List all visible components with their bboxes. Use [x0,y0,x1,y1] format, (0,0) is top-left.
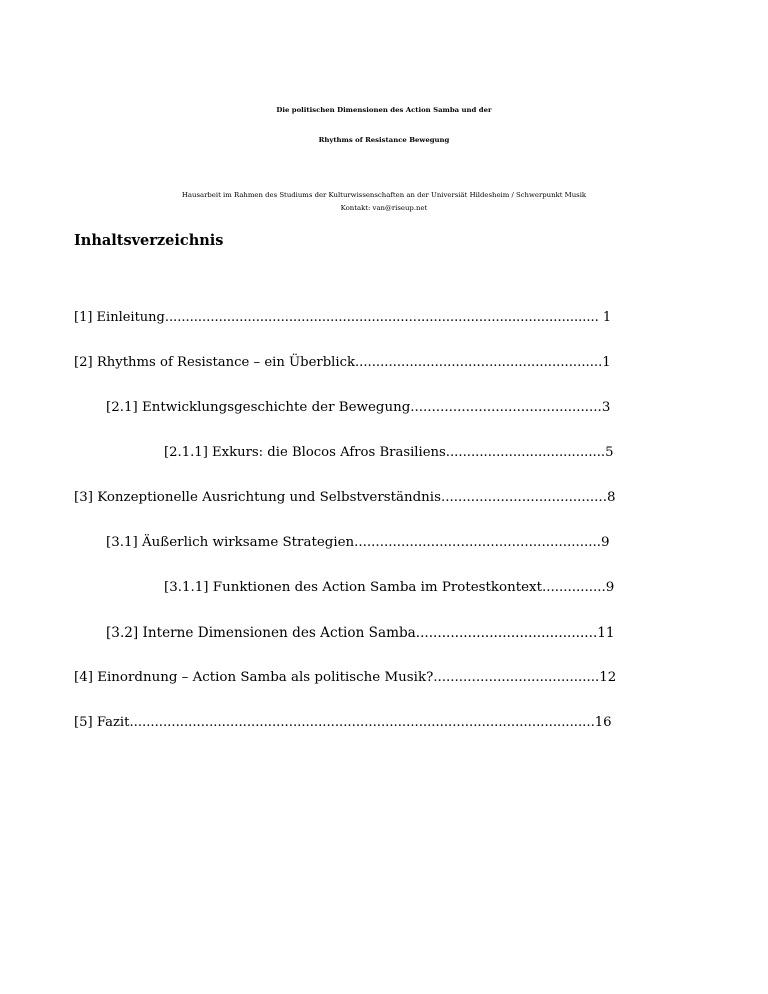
toc-entry-2-1-1: [2.1.1] Exkurs: die Blocos Afros Brasiliens......................................5 [164,445,614,460]
toc-entry-5: [5] Fazit...............................................................................................................16 [74,715,612,730]
toc-heading: Inhaltsverzeichnis [74,232,224,249]
contact-line: Kontakt: van@riseup.net [340,204,428,212]
document-title-line-2: Rhythms of Resistance Bewegung [318,136,450,144]
toc-entry-3-1: [3.1] Äußerlich wirksame Strategien..........................................................9 [106,535,610,550]
toc-entry-1: [1] Einleitung......................................................................................................... 1 [74,310,612,325]
toc-entry-4: [4] Einordnung – Action Samba als politische Musik?.......................................12 [74,670,617,685]
toc-entry-3-1-1: [3.1.1] Funktionen des Action Samba im Protestkontext...............9 [164,580,615,595]
document-title-line-1: Die politischen Dimensionen des Action Samba und der [276,106,492,114]
toc-entry-2: [2] Rhythms of Resistance – ein Überblick...........................................................1 [74,355,611,370]
toc-entry-2-1: [2.1] Entwicklungsgeschichte der Bewegung.............................................3 [106,400,611,415]
toc-entry-3-2: [3.2] Interne Dimensionen des Action Samba..........................................11 [106,625,615,641]
toc-entry-3: [3] Konzeptionelle Ausrichtung und Selbstverständnis.......................................8 [74,490,616,505]
document-subtitle: Hausarbeit im Rahmen des Studiums der Kulturwissenschaften an der Universiät Hildesheim / Schwerpunkt Musik [181,191,587,199]
